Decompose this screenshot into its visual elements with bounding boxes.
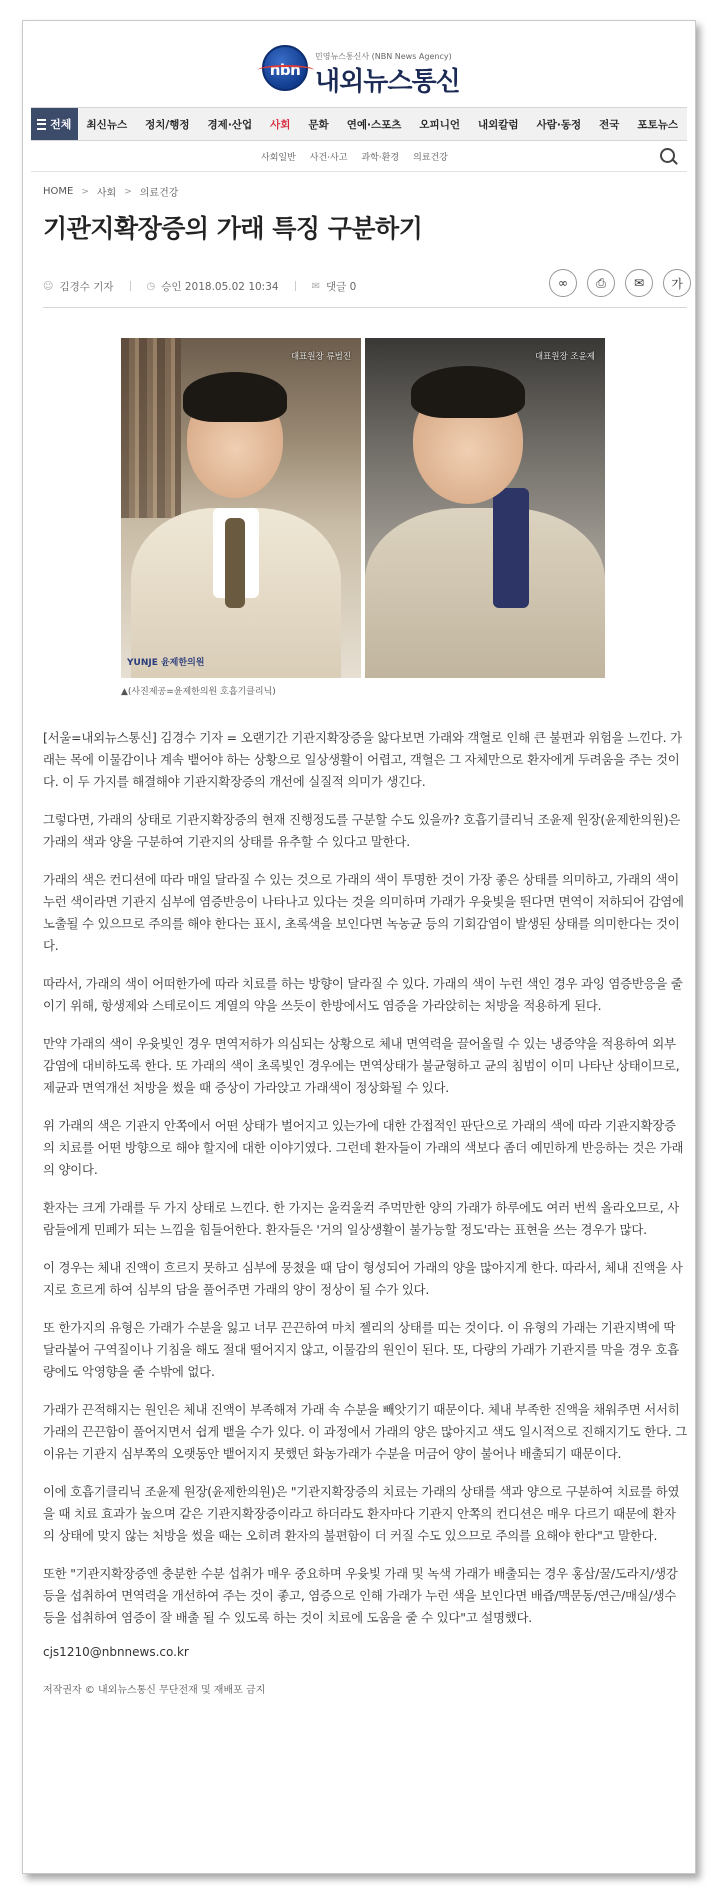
divider	[43, 307, 687, 308]
subnav-item[interactable]: 사회일반	[261, 152, 296, 163]
main-nav	[31, 107, 687, 141]
search-icon[interactable]	[660, 148, 675, 163]
nav-item[interactable]: 포토뉴스	[637, 118, 678, 131]
paragraph: 위 가래의 색은 기관지 안쪽에서 어떤 상태가 벌어지고 있는가에 대한 간접적인 판단으로 가래의 색에 따라 기관지확장증의 치료를 어떤 방향으로 해야 할지에 대한 이야기였다. 그런데 환자들이 가래의 색보다 좀더 예민하게 반응하는 것은 가래의 양이다.	[43, 1118, 684, 1177]
photo-tag-left: 대표원장 류범진	[290, 352, 351, 362]
author: 김경수 기자	[59, 280, 114, 293]
nbn-logo[interactable]: nbn	[262, 45, 308, 91]
breadcrumb	[43, 184, 687, 199]
breadcrumb-section[interactable]: 사회	[96, 188, 117, 199]
paragraph: 만약 가래의 색이 우윳빛인 경우 면역저하가 의심되는 상황으로 체내 면역력을 끌어올릴 수 있는 냉증약을 적용하여 외부감염에 대비하도록 한다. 또 가래의 색이 초록빛인 경우에는 면역상태가 불균형하고 균의 침범이 이미 나타난 상태이므로, 제균과 면역개선 처방을 썼을 때 증상이 가라앉고 가래색이 정상화될 수 있다.	[43, 1036, 680, 1095]
article-meta	[43, 269, 687, 303]
paragraph: 또한 "기관지확장증엔 충분한 수분 섭취가 매우 중요하며 우윳빛 가래 및 녹색 가래가 배출되는 경우 홍삼/꿀/도라지/생강 등을 섭취하여 면역력을 개선하여 주는 것이 좋고, 염증으로 인해 가래가 누런 색을 보인다면 배즙/맥문동/연근/매실/생수 등을 섭취하여 염증이 잘 배출 될 수 있도록 하는 것이 치료에 도움을 줄 수 있다"고 설명했다.	[43, 1566, 678, 1625]
comment-icon: ✉	[311, 280, 320, 292]
nav-item[interactable]: 사람·동정	[536, 118, 582, 131]
article-photo	[121, 338, 605, 678]
clock-icon: ◷	[146, 280, 156, 292]
reporter-email[interactable]: cjs1210@nbnnews.co.kr	[43, 1645, 189, 1659]
bookshelf	[121, 338, 181, 518]
share-icon[interactable]: ∞	[549, 269, 577, 297]
doctor-coat	[365, 508, 605, 678]
nav-item[interactable]: 연예·스포츠	[346, 118, 402, 131]
breadcrumb-home[interactable]: HOME	[43, 186, 74, 197]
divider	[295, 281, 296, 291]
paragraph: 이 경우는 체내 진액이 흐르지 못하고 심부에 뭉쳤을 때 담이 형성되어 가래의 양을 많아지게 한다. 따라서, 체내 진액을 사지로 흐르게 하여 심부의 담을 풀어주면 가래의 양이 정상이 될 수가 있다.	[43, 1260, 683, 1297]
doctor-hair	[411, 366, 525, 418]
nav-item[interactable]: 최신뉴스	[86, 118, 128, 131]
chevron-right-icon: >	[124, 186, 132, 197]
doctor-hair	[183, 372, 287, 422]
photo-left-doctor	[121, 338, 361, 678]
nav-item-active[interactable]: 사회	[270, 118, 291, 131]
subnav-item[interactable]: 과학·환경	[361, 152, 400, 163]
article-page-frame	[22, 20, 696, 1874]
paragraph: [서울=내외뉴스통신] 김경수 기자 = 오랜기간 기관지확장증을 앓다보면 가래와 객혈로 인해 큰 불편과 위험을 느낀다. 가래는 목에 이물감이나 계속 뱉어야 하는 상황으로 일상생활이 어렵고, 객혈은 그 자체만으로 환자에게 두려움을 주는 것이다. 이 두 가지를 해결해야 기관지확장증의 개선에 실질적 의미가 생긴다.	[43, 730, 682, 789]
sub-nav	[31, 141, 687, 172]
menu-icon	[37, 119, 46, 130]
tie	[225, 518, 245, 608]
nav-item[interactable]: 문화	[308, 118, 329, 131]
share-tools	[549, 269, 691, 297]
copyright: 저작권자 © 내외뉴스통신 무단전재 및 재배포 금지	[43, 1685, 266, 1696]
paragraph: 따라서, 가래의 색이 어떠한가에 따라 치료를 하는 방향이 달라질 수 있다. 가래의 색이 누런 색인 경우 과잉 염증반응을 줄이기 위해, 항생제와 스테로이드 계열의 약을 쓰듯이 한방에서도 염증을 가라앉히는 처방을 적용하게 된다.	[43, 976, 683, 1013]
chevron-right-icon: >	[81, 186, 89, 197]
divider	[130, 281, 131, 291]
site-header	[31, 21, 687, 107]
nav-item[interactable]: 전국	[599, 118, 620, 131]
approved-time: 승인 2018.05.02 10:34	[161, 280, 279, 293]
paragraph: 가래가 끈적해지는 원인은 체내 진액이 부족해져 가래 속 수분을 빼앗기기 때문이다. 체내 부족한 진액을 채워주면 서서히 가래의 끈끈함이 풀어지면서 쉽게 뱉을 수가 있다. 이 과정에서 가래의 양은 많아지고 색도 일시적으로 진해지기도 한다. 그 이유는 기관지 심부쪽의 오랫동안 뱉어지지 못했던 화농가래가 수분을 머금어 양이 불어나 배출되기 때문이다.	[43, 1402, 687, 1461]
breadcrumb-subsection[interactable]: 의료건강	[139, 188, 179, 199]
nav-all-button[interactable]: 전체	[31, 108, 78, 140]
print-icon[interactable]: ⎙	[587, 269, 615, 297]
paragraph: 가래의 색은 컨디션에 따라 매일 달라질 수 있는 것으로 가래의 색이 투명한 것이 가장 좋은 상태를 의미하고, 가래의 색이 누런 색이라면 기관지 심부에 염증반응이 나타나고 있다는 것을 의미하며 가래가 우윳빛을 띈다면 면역이 저하되어 감염에 노출될 수 있으므로 주의를 해야 한다는 표시, 초록색을 보인다면 녹농균 등의 기회감염이 발생된 상태를 의미한다는 것이다.	[43, 872, 684, 953]
photo-tag-right: 대표원장 조윤제	[534, 352, 595, 362]
subnav-item[interactable]: 의료건강	[413, 152, 448, 163]
article-title: 기관지확장증의 가래 특징 구분하기	[43, 214, 423, 243]
user-icon: ☺	[43, 280, 54, 292]
photo-right-doctor	[365, 338, 605, 678]
subnav-item[interactable]: 사건·사고	[309, 152, 348, 163]
site-tagline: 민영뉴스통신사 (NBN News Agency)	[315, 52, 452, 61]
paragraph: 그렇다면, 가래의 상태로 기관지확장증의 현재 진행정도를 구분할 수도 있을까? 호흡기클리닉 조윤제 원장(윤제한의원)은 가래의 색과 양을 구분하여 기관지의 상태를 유추할 수 있다고 말한다.	[43, 812, 681, 849]
paragraph: 또 한가지의 유형은 가래가 수분을 잃고 너무 끈끈하여 마치 젤리의 상태를 띠는 것이다. 이 유형의 가래는 기관지벽에 딱 달라붙어 구역질이나 기침을 해도 절대 떨어지지 않고, 이물감의 원인이 된다. 또, 다량의 가래가 기관지를 막을 경우 호흡량에도 악영향을 줄 수밖에 없다.	[43, 1320, 679, 1379]
article-body	[43, 727, 687, 1629]
email-icon[interactable]: ✉	[625, 269, 653, 297]
font-size-icon[interactable]: 가	[663, 269, 691, 297]
collar-band	[493, 488, 529, 608]
site-name[interactable]: 내외뉴스통신	[315, 67, 460, 97]
nav-item[interactable]: 내외칼럼	[477, 118, 519, 131]
photo-caption: ▲(사진제공=윤제한의원 호흡기클리닉)	[121, 687, 276, 697]
paragraph: 이에 호흡기클리닉 조윤제 원장(윤제한의원)은 "기관지확장증의 치료는 가래의 상태를 색과 양으로 구분하여 치료를 하였을 때 치료 효과가 높으며 같은 기관지확장증이라고 하더라도 환자마다 기관지 안쪽의 컨디션은 매우 다르기 때문에 환자의 상태에 맞지 않는 처방을 썼을 때는 오히려 환자의 불편함이 더 커질 수도 있으므로 주의를 요해야 한다"고 말한다.	[43, 1484, 680, 1543]
clinic-logo: YUNJE 윤제한의원	[127, 658, 205, 668]
nav-item[interactable]: 정치/행정	[145, 118, 190, 131]
nav-item[interactable]: 오피니언	[419, 118, 460, 131]
paragraph: 환자는 크게 가래를 두 가지 상태로 느낀다. 한 가지는 울컥울컥 주먹만한 양의 가래가 하루에도 여러 번씩 올라오므로, 사람들에게 민폐가 되는 느낌을 힘들어한다. 환자들은 '거의 일상생활이 불가능할 정도'라는 표현을 쓰는 경우가 많다.	[43, 1200, 679, 1237]
comment-count[interactable]: 댓글 0	[325, 280, 357, 293]
nav-item[interactable]: 경제·산업	[207, 118, 253, 131]
